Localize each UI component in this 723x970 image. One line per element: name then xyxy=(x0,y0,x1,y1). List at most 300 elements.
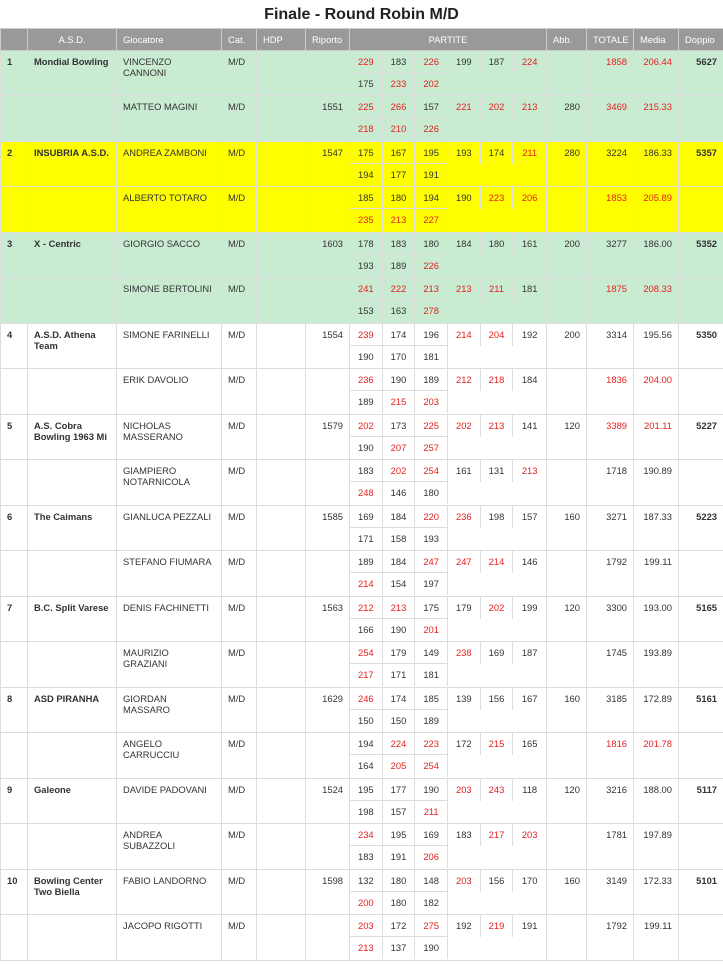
game-empty xyxy=(448,801,481,823)
player-media: 199.11 xyxy=(634,551,679,597)
game-empty xyxy=(513,437,546,459)
table-row xyxy=(1,324,723,369)
player-totale: 1792 xyxy=(587,551,634,597)
games-grid xyxy=(350,506,546,550)
player-abb xyxy=(547,824,587,870)
game-score: 181 xyxy=(415,346,448,368)
game-score: 196 xyxy=(415,324,448,346)
game-score: 203 xyxy=(415,391,448,413)
team-doppio-empty xyxy=(679,460,723,506)
game-score: 226 xyxy=(415,118,448,140)
game-score: 203 xyxy=(448,870,481,892)
game-empty xyxy=(481,391,514,413)
game-score: 174 xyxy=(383,688,416,710)
game-score: 206 xyxy=(415,846,448,868)
player-media: 195.56 xyxy=(634,324,679,369)
games-grid xyxy=(350,642,546,686)
game-score: 141 xyxy=(521,420,538,431)
game-empty xyxy=(448,209,481,231)
game-empty xyxy=(481,892,514,914)
game-empty xyxy=(481,437,514,459)
player-media: 204.00 xyxy=(634,369,679,415)
team-rank: 9 xyxy=(1,779,28,824)
player-totale: 1853 xyxy=(587,187,634,233)
games-grid xyxy=(350,187,546,231)
team-doppio-empty xyxy=(679,551,723,597)
player-abb xyxy=(547,642,587,688)
player-totale: 3469 xyxy=(587,96,634,142)
game-score: 202 xyxy=(383,460,416,482)
game-score: 199 xyxy=(521,602,538,613)
table-row xyxy=(1,506,723,551)
game-score: 175 xyxy=(350,73,383,95)
game-score: 248 xyxy=(350,482,383,504)
player-media: 205.89 xyxy=(634,187,679,233)
player-totale: 3277 xyxy=(587,233,634,278)
game-score: 189 xyxy=(383,255,416,277)
game-score: 118 xyxy=(522,784,538,795)
player-name: ANGELO CARRUCCIU xyxy=(117,733,222,779)
table-body xyxy=(1,51,723,961)
game-score: 195 xyxy=(415,142,448,164)
game-score: 224 xyxy=(383,733,416,755)
player-cat: M/D xyxy=(222,779,257,824)
game-empty xyxy=(513,118,546,140)
player-name: MATTEO MAGINI xyxy=(117,96,222,142)
game-score: 139 xyxy=(448,688,481,710)
game-score: 185 xyxy=(415,688,448,710)
game-score: 167 xyxy=(383,142,416,164)
table-row xyxy=(1,642,723,688)
game-score: 211 xyxy=(522,147,538,158)
game-empty xyxy=(481,801,514,823)
game-empty xyxy=(448,937,481,959)
game-score: 193 xyxy=(415,528,448,550)
game-score: 148 xyxy=(415,870,448,892)
game-score: 218 xyxy=(350,118,383,140)
game-score: 224 xyxy=(521,56,538,67)
player-name: JACOPO RIGOTTI xyxy=(117,915,222,961)
games-grid xyxy=(350,460,546,504)
game-score: 157 xyxy=(383,801,416,823)
game-empty xyxy=(481,710,514,732)
team-name-empty xyxy=(28,187,117,233)
game-score: 169 xyxy=(415,824,448,846)
game-score: 219 xyxy=(481,915,514,937)
game-score: 181 xyxy=(521,283,538,294)
games-grid xyxy=(350,51,546,95)
player-media: 188.00 xyxy=(634,779,679,824)
game-score: 238 xyxy=(448,642,481,664)
player-hdp xyxy=(257,597,306,642)
player-hdp xyxy=(257,460,306,506)
player-games xyxy=(350,96,547,142)
game-empty xyxy=(448,482,481,504)
team-doppio-empty xyxy=(679,733,723,779)
game-score: 195 xyxy=(350,779,383,801)
games-grid xyxy=(350,597,546,641)
games-grid xyxy=(350,415,546,459)
team-doppio-empty xyxy=(679,915,723,961)
game-score: 156 xyxy=(481,870,514,892)
player-games xyxy=(350,233,547,278)
player-riporto xyxy=(306,369,350,415)
table-row xyxy=(1,51,723,96)
game-score: 174 xyxy=(383,324,416,346)
player-abb: 200 xyxy=(547,233,587,278)
game-empty xyxy=(513,664,546,686)
team-rank-empty xyxy=(1,96,28,142)
player-games xyxy=(350,324,547,369)
team-doppio: 5350 xyxy=(679,324,723,369)
game-score: 187 xyxy=(521,647,538,658)
player-hdp xyxy=(257,688,306,733)
game-score: 146 xyxy=(383,482,416,504)
game-empty xyxy=(513,482,546,504)
games-grid xyxy=(350,915,546,959)
player-name: STEFANO FIUMARA xyxy=(117,551,222,597)
game-score: 184 xyxy=(521,374,538,385)
player-totale: 1792 xyxy=(587,915,634,961)
player-riporto: 1598 xyxy=(306,870,350,915)
game-score: 213 xyxy=(415,278,448,300)
game-score: 173 xyxy=(383,415,416,437)
team-name: Bowling Center Two Biella xyxy=(28,870,117,915)
player-abb: 280 xyxy=(547,142,587,187)
game-empty xyxy=(481,482,514,504)
game-empty xyxy=(481,846,514,868)
game-score: 247 xyxy=(448,551,481,573)
game-score: 169 xyxy=(350,506,383,528)
player-riporto: 1579 xyxy=(306,415,350,460)
player-abb: 120 xyxy=(547,597,587,642)
game-empty xyxy=(448,619,481,641)
game-score: 150 xyxy=(383,710,416,732)
game-score: 221 xyxy=(448,96,481,118)
games-grid xyxy=(350,733,546,777)
game-score: 214 xyxy=(448,324,481,346)
team-rank: 3 xyxy=(1,233,28,278)
game-empty xyxy=(513,346,546,368)
game-score: 175 xyxy=(415,597,448,619)
player-name: ALBERTO TOTARO xyxy=(117,187,222,233)
game-score: 214 xyxy=(481,551,514,573)
player-cat: M/D xyxy=(222,142,257,187)
player-abb xyxy=(547,51,587,96)
player-totale: 1836 xyxy=(587,369,634,415)
game-empty xyxy=(513,801,546,823)
game-score: 183 xyxy=(383,233,416,255)
col-abb: Abb. xyxy=(547,29,587,51)
game-score: 206 xyxy=(521,192,538,203)
player-media: 201.11 xyxy=(634,415,679,460)
game-score: 153 xyxy=(350,300,383,322)
player-name: VINCENZO CANNONI xyxy=(117,51,222,96)
game-score: 178 xyxy=(350,233,383,255)
player-games xyxy=(350,369,547,415)
player-cat: M/D xyxy=(222,369,257,415)
team-rank: 2 xyxy=(1,142,28,187)
game-score: 182 xyxy=(415,892,448,914)
player-name: FABIO LANDORNO xyxy=(117,870,222,915)
game-score: 203 xyxy=(521,829,538,840)
player-games xyxy=(350,870,547,915)
player-media: 186.33 xyxy=(634,142,679,187)
team-doppio: 5223 xyxy=(679,506,723,551)
game-empty xyxy=(448,300,481,322)
player-abb xyxy=(547,460,587,506)
player-riporto xyxy=(306,733,350,779)
player-games xyxy=(350,142,547,187)
game-score: 254 xyxy=(350,642,383,664)
game-empty xyxy=(448,346,481,368)
game-score: 177 xyxy=(383,779,416,801)
game-score: 190 xyxy=(415,937,448,959)
team-name-empty xyxy=(28,642,117,688)
game-score: 169 xyxy=(481,642,514,664)
game-score: 137 xyxy=(383,937,416,959)
games-grid xyxy=(350,369,546,413)
game-score: 222 xyxy=(383,278,416,300)
game-score: 254 xyxy=(415,755,448,777)
player-hdp xyxy=(257,915,306,961)
table-row xyxy=(1,824,723,870)
game-score: 183 xyxy=(350,460,383,482)
game-empty xyxy=(513,528,546,550)
team-doppio-empty xyxy=(679,642,723,688)
player-riporto xyxy=(306,187,350,233)
game-empty xyxy=(481,573,514,595)
player-hdp xyxy=(257,779,306,824)
game-score: 172 xyxy=(383,915,416,937)
player-riporto: 1554 xyxy=(306,324,350,369)
player-cat: M/D xyxy=(222,642,257,688)
player-hdp xyxy=(257,824,306,870)
game-score: 189 xyxy=(415,710,448,732)
game-score: 213 xyxy=(521,101,538,112)
game-score: 185 xyxy=(350,187,383,209)
player-cat: M/D xyxy=(222,96,257,142)
game-score: 190 xyxy=(350,437,383,459)
game-score: 179 xyxy=(383,642,416,664)
game-score: 202 xyxy=(448,415,481,437)
table-row xyxy=(1,688,723,733)
game-empty xyxy=(513,937,546,959)
player-name: GIORDAN MASSARO xyxy=(117,688,222,733)
player-games xyxy=(350,597,547,642)
player-cat: M/D xyxy=(222,824,257,870)
player-totale: 1858 xyxy=(587,51,634,96)
game-empty xyxy=(481,118,514,140)
game-score: 190 xyxy=(448,187,481,209)
team-rank: 1 xyxy=(1,51,28,96)
player-cat: M/D xyxy=(222,597,257,642)
games-grid xyxy=(350,688,546,732)
player-abb xyxy=(547,187,587,233)
player-abb xyxy=(547,733,587,779)
player-media: 201.78 xyxy=(634,733,679,779)
player-name: GIORGIO SACCO xyxy=(117,233,222,278)
player-media: 197.89 xyxy=(634,824,679,870)
game-empty xyxy=(481,346,514,368)
game-score: 202 xyxy=(481,597,514,619)
game-score: 213 xyxy=(383,597,416,619)
game-score: 223 xyxy=(415,733,448,755)
player-riporto xyxy=(306,915,350,961)
game-score: 172 xyxy=(448,733,481,755)
team-name: Galeone xyxy=(28,779,117,824)
game-score: 198 xyxy=(350,801,383,823)
player-games xyxy=(350,824,547,870)
game-score: 175 xyxy=(350,142,383,164)
game-score: 213 xyxy=(448,278,481,300)
game-score: 157 xyxy=(415,96,448,118)
player-games xyxy=(350,551,547,597)
game-score: 171 xyxy=(350,528,383,550)
game-score: 191 xyxy=(521,920,538,931)
team-rank-empty xyxy=(1,551,28,597)
game-empty xyxy=(448,846,481,868)
player-media: 190.89 xyxy=(634,460,679,506)
table-row xyxy=(1,369,723,415)
team-name: Mondial Bowling xyxy=(28,51,117,96)
team-rank: 10 xyxy=(1,870,28,915)
game-score: 243 xyxy=(481,779,514,801)
player-riporto xyxy=(306,51,350,96)
game-score: 132 xyxy=(350,870,383,892)
player-cat: M/D xyxy=(222,51,257,96)
game-score: 236 xyxy=(350,369,383,391)
game-empty xyxy=(448,892,481,914)
table-row xyxy=(1,870,723,915)
game-score: 266 xyxy=(383,96,416,118)
game-score: 194 xyxy=(415,187,448,209)
game-score: 180 xyxy=(383,870,416,892)
game-empty xyxy=(513,892,546,914)
team-name-empty xyxy=(28,96,117,142)
player-cat: M/D xyxy=(222,460,257,506)
player-cat: M/D xyxy=(222,415,257,460)
team-name: A.S. Cobra Bowling 1963 Mi xyxy=(28,415,117,460)
game-empty xyxy=(513,391,546,413)
game-score: 204 xyxy=(481,324,514,346)
player-games xyxy=(350,733,547,779)
table-row xyxy=(1,779,723,824)
team-rank: 7 xyxy=(1,597,28,642)
game-score: 150 xyxy=(350,710,383,732)
game-score: 193 xyxy=(448,142,481,164)
player-cat: M/D xyxy=(222,278,257,324)
player-totale: 1745 xyxy=(587,642,634,688)
player-riporto: 1551 xyxy=(306,96,350,142)
game-score: 199 xyxy=(448,51,481,73)
player-games xyxy=(350,460,547,506)
game-score: 229 xyxy=(350,51,383,73)
player-media: 172.33 xyxy=(634,870,679,915)
player-name: GIANLUCA PEZZALI xyxy=(117,506,222,551)
game-empty xyxy=(513,73,546,95)
game-score: 157 xyxy=(521,511,538,522)
game-score: 254 xyxy=(415,460,448,482)
player-totale: 3216 xyxy=(587,779,634,824)
player-riporto: 1629 xyxy=(306,688,350,733)
player-cat: M/D xyxy=(222,233,257,278)
player-abb xyxy=(547,278,587,324)
player-hdp xyxy=(257,324,306,369)
game-score: 191 xyxy=(383,846,416,868)
game-score: 131 xyxy=(481,460,514,482)
game-empty xyxy=(481,300,514,322)
game-score: 164 xyxy=(350,755,383,777)
game-empty xyxy=(481,164,514,186)
game-score: 233 xyxy=(383,73,416,95)
player-totale: 3224 xyxy=(587,142,634,187)
game-empty xyxy=(448,710,481,732)
game-score: 217 xyxy=(350,664,383,686)
game-score: 191 xyxy=(415,164,448,186)
game-score: 202 xyxy=(350,415,383,437)
games-grid xyxy=(350,551,546,595)
game-empty xyxy=(448,664,481,686)
table-row xyxy=(1,551,723,597)
player-cat: M/D xyxy=(222,187,257,233)
game-score: 161 xyxy=(448,460,481,482)
game-score: 189 xyxy=(350,551,383,573)
team-name-empty xyxy=(28,733,117,779)
col-partite: PARTITE xyxy=(350,29,547,51)
player-riporto xyxy=(306,460,350,506)
player-riporto: 1563 xyxy=(306,597,350,642)
player-riporto: 1585 xyxy=(306,506,350,551)
team-rank-empty xyxy=(1,460,28,506)
game-score: 212 xyxy=(350,597,383,619)
col-asd: A.S.D. xyxy=(28,29,117,51)
results-table xyxy=(0,28,723,961)
player-name: DAVIDE PADOVANI xyxy=(117,779,222,824)
game-empty xyxy=(481,755,514,777)
col-doppio: Doppio xyxy=(679,29,723,51)
games-grid xyxy=(350,779,546,823)
game-score: 227 xyxy=(415,209,448,231)
team-rank-empty xyxy=(1,824,28,870)
game-score: 201 xyxy=(415,619,448,641)
team-doppio: 5117 xyxy=(679,779,723,824)
game-score: 177 xyxy=(383,164,416,186)
game-score: 189 xyxy=(350,391,383,413)
player-abb: 120 xyxy=(547,779,587,824)
game-score: 203 xyxy=(448,779,481,801)
player-games xyxy=(350,688,547,733)
player-abb: 160 xyxy=(547,506,587,551)
game-score: 205 xyxy=(383,755,416,777)
team-doppio-empty xyxy=(679,187,723,233)
game-score: 190 xyxy=(350,346,383,368)
team-rank-empty xyxy=(1,369,28,415)
game-score: 210 xyxy=(383,118,416,140)
player-totale: 1816 xyxy=(587,733,634,779)
game-score: 211 xyxy=(481,278,514,300)
game-score: 170 xyxy=(521,875,538,886)
game-empty xyxy=(481,528,514,550)
page-title: Finale - Round Robin M/D xyxy=(264,6,459,23)
team-doppio-empty xyxy=(679,96,723,142)
game-score: 202 xyxy=(415,73,448,95)
game-score: 239 xyxy=(350,324,383,346)
game-score: 213 xyxy=(521,465,538,476)
game-score: 171 xyxy=(383,664,416,686)
game-empty xyxy=(481,73,514,95)
table-row xyxy=(1,415,723,460)
